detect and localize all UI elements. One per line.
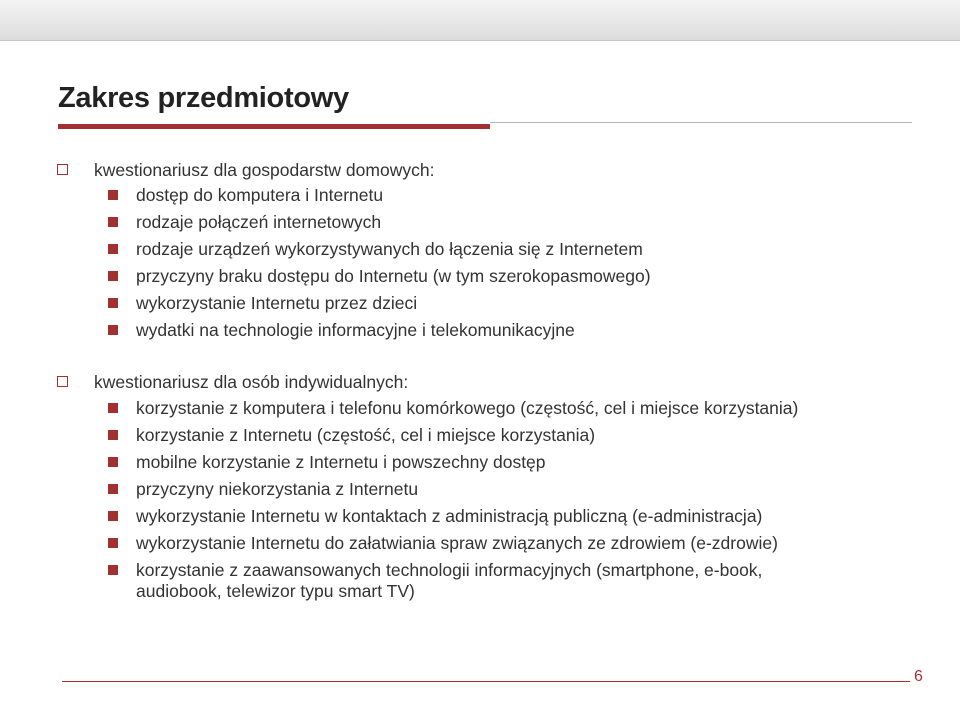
list-item: wykorzystanie Internetu w kontaktach z administracją publiczną (e-administracja) <box>136 506 763 526</box>
page-number: 6 <box>914 668 923 685</box>
square-bullet-icon <box>108 538 118 548</box>
list-item: korzystanie z Internetu (częstość, cel i miejsce korzystania) <box>136 425 596 445</box>
list-item: rodzaje urządzeń wykorzystywanych do łączenia się z Internetem <box>136 239 643 259</box>
square-bullet-icon <box>108 325 118 335</box>
square-bullet-icon <box>108 298 118 308</box>
square-bullet-icon <box>108 457 118 467</box>
list-item: wykorzystanie Internetu przez dzieci <box>136 293 418 313</box>
list-item: korzystanie z komputera i telefonu komórkowego (częstość, cel i miejsce korzystania) <box>136 398 799 418</box>
list-item: korzystanie z zaawansowanych technologii informacyjnych (smartphone, e-book, <box>136 560 763 580</box>
list-item: wydatki na technologie informacyjne i telekomunikacyjne <box>136 320 575 340</box>
footer-divider <box>62 681 910 682</box>
list-item: przyczyny braku dostępu do Internetu (w tym szerokopasmowego) <box>136 266 651 286</box>
list-item: wykorzystanie Internetu do załatwiania spraw związanych ze zdrowiem (e-zdrowie) <box>136 533 778 553</box>
list-item: mobilne korzystanie z Internetu i powszechny dostęp <box>136 452 546 472</box>
list-item: rodzaje połączeń internetowych <box>136 212 382 232</box>
square-bullet-icon <box>108 484 118 494</box>
hollow-square-bullet-icon <box>57 376 68 387</box>
list-item: dostęp do komputera i Internetu <box>136 185 384 205</box>
hollow-square-bullet-icon <box>57 164 68 175</box>
square-bullet-icon <box>108 271 118 281</box>
square-bullet-icon <box>108 190 118 200</box>
section-heading-households: kwestionariusz dla gospodarstw domowych: <box>94 160 435 180</box>
section-heading-individuals: kwestionariusz dla osób indywidualnych: <box>94 372 409 392</box>
square-bullet-icon <box>108 244 118 254</box>
slide-title: Zakres przedmiotowy <box>58 82 349 114</box>
square-bullet-icon <box>108 217 118 227</box>
list-item: przyczyny niekorzystania z Internetu <box>136 479 419 499</box>
square-bullet-icon <box>108 565 118 575</box>
list-item-continuation: audiobook, telewizor typu smart TV) <box>136 581 415 601</box>
square-bullet-icon <box>108 511 118 521</box>
square-bullet-icon <box>108 430 118 440</box>
square-bullet-icon <box>108 403 118 413</box>
